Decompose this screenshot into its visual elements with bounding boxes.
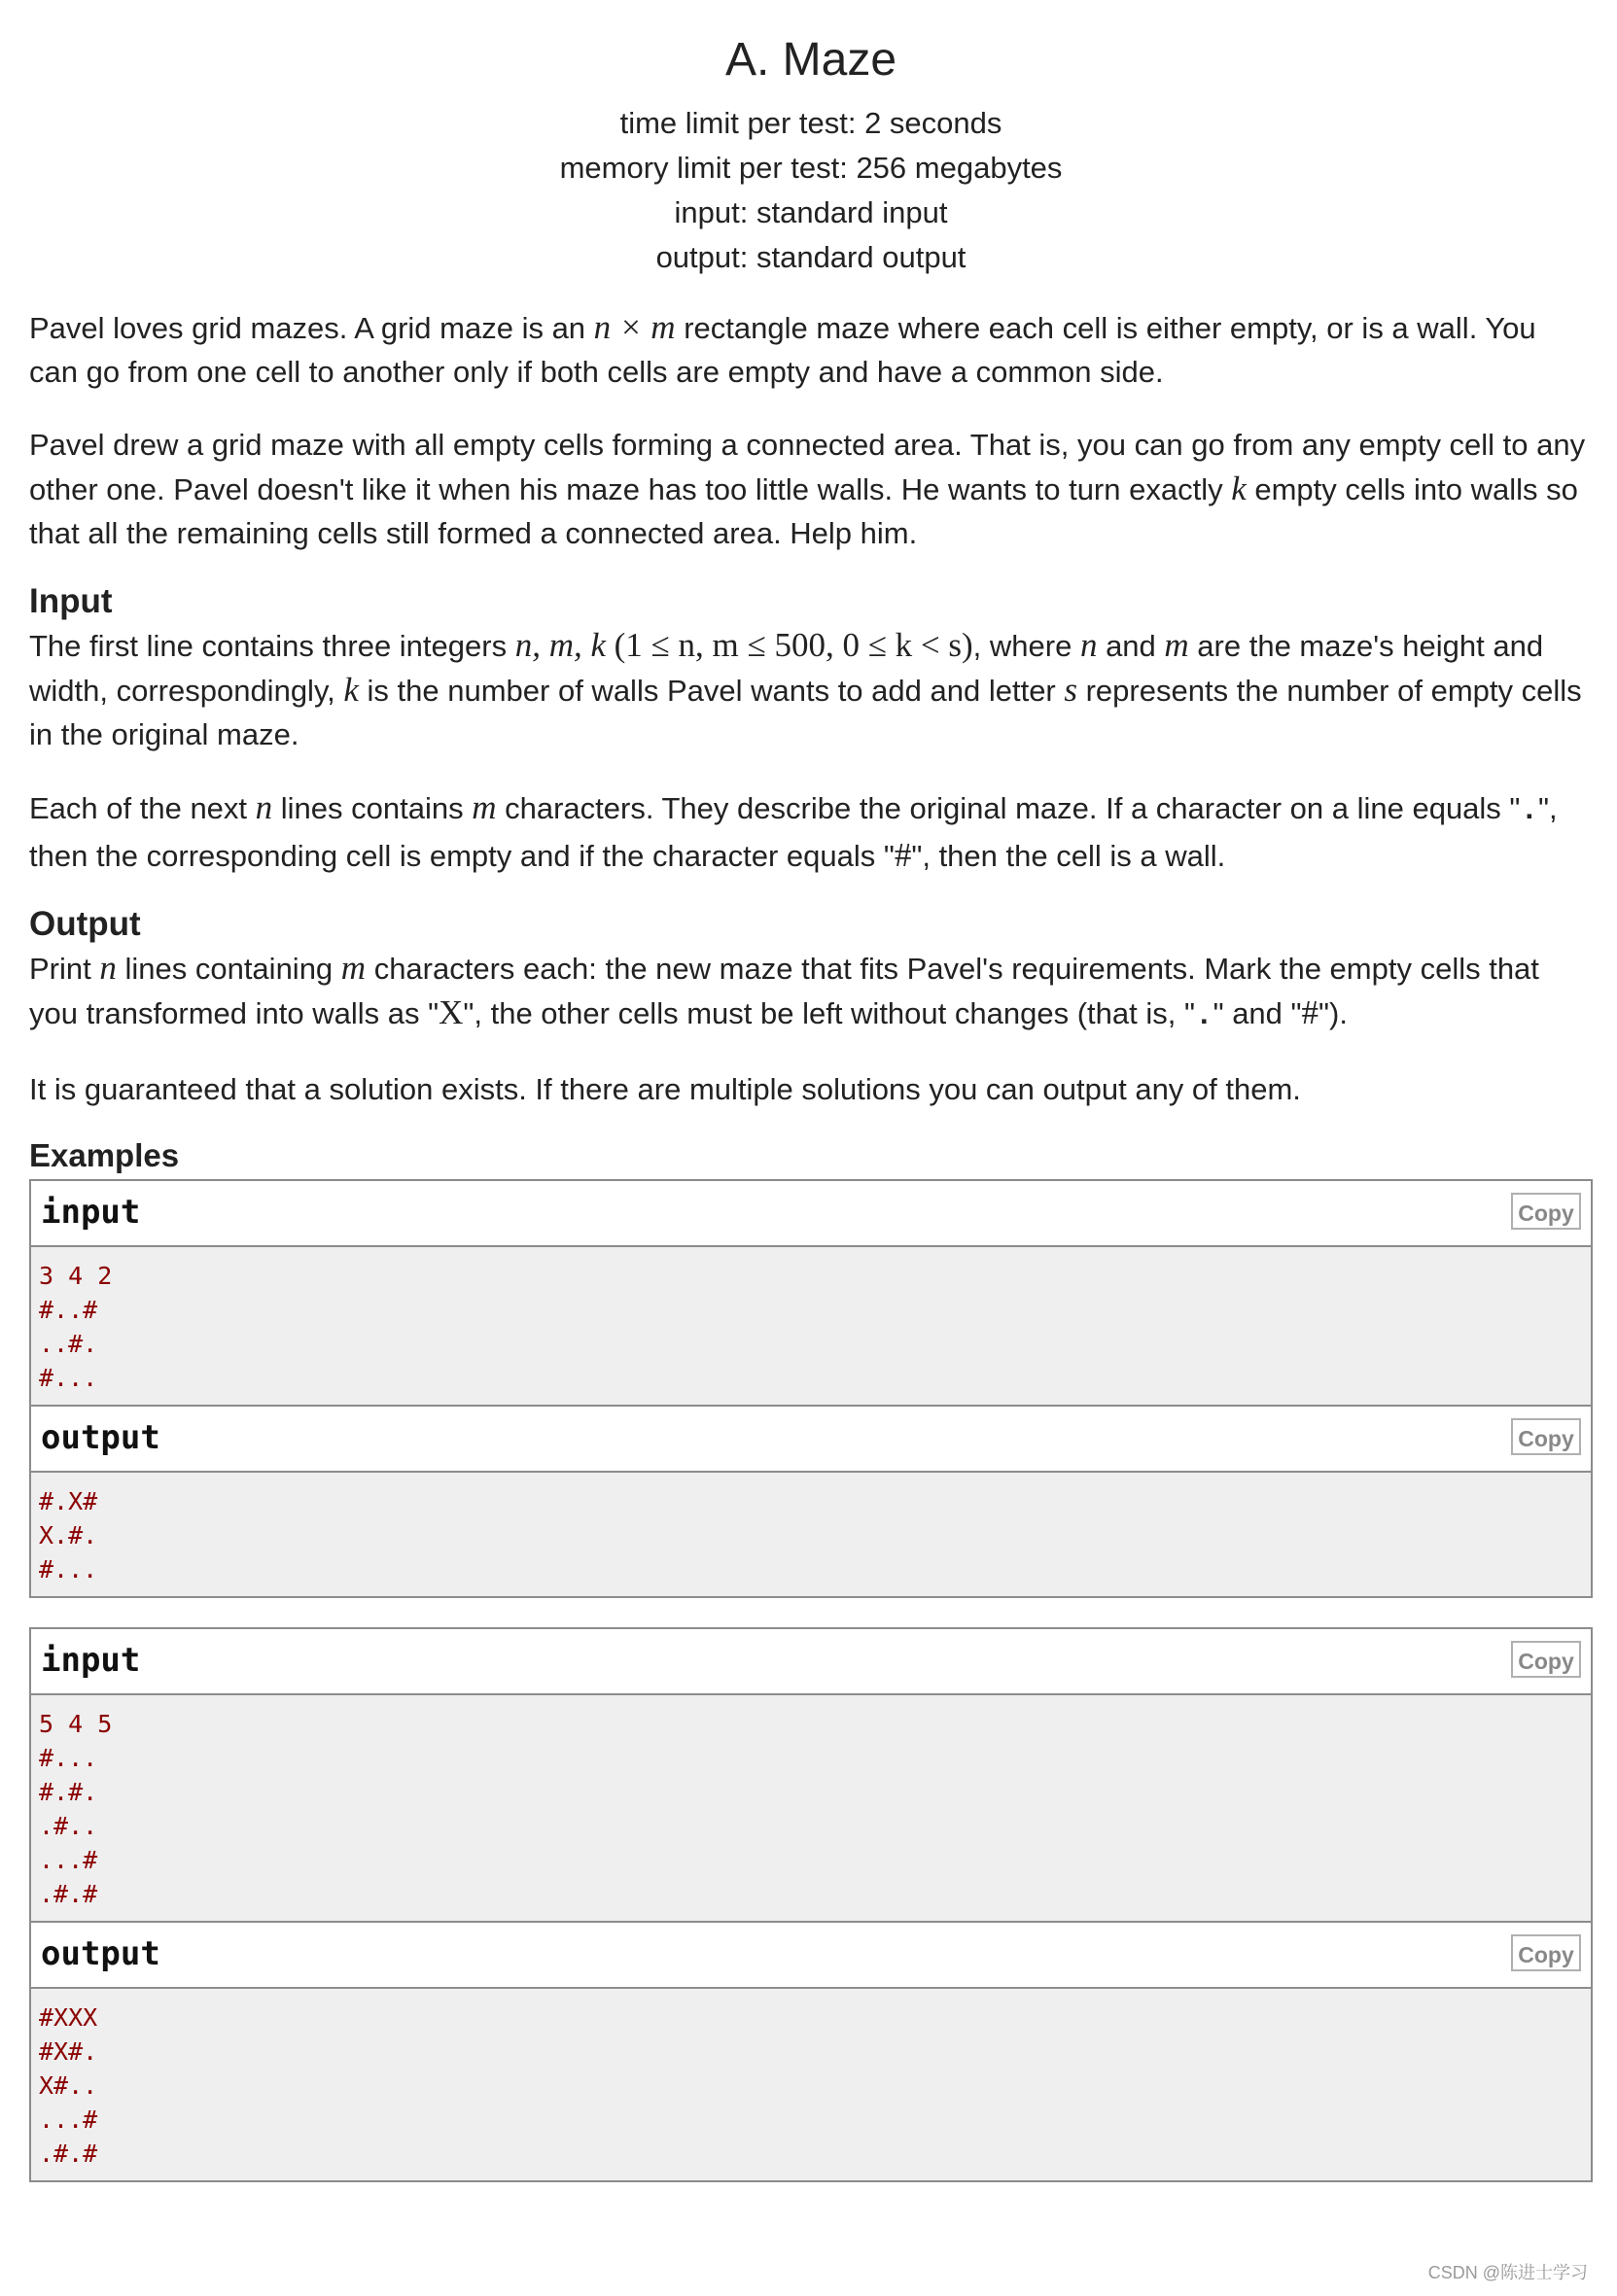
example-2-input-body	[31, 1695, 1591, 1923]
example-2	[29, 1627, 1593, 2182]
code-line: .#.#	[39, 1880, 98, 1908]
code-line: ...#	[39, 1846, 98, 1874]
example-1-output-body	[31, 1473, 1591, 1596]
output-spec: output: standard output	[655, 240, 967, 274]
input-section-title: Input	[29, 582, 113, 620]
code-line: #.X#	[39, 1487, 98, 1515]
output-label: output	[41, 1934, 160, 1973]
problem-page	[29, 0, 1593, 2182]
code-line: X#..	[39, 2071, 98, 2100]
output-section-title: Output	[29, 905, 141, 943]
example-1-input-body	[31, 1247, 1591, 1407]
problem-header	[29, 33, 1593, 280]
code-line: .#..	[39, 1812, 98, 1840]
code-line: #.#.	[39, 1778, 98, 1806]
example-2-output-header	[31, 1923, 1591, 1989]
code-line: X.#.	[39, 1521, 98, 1549]
output-paragraph-1: Print n lines containing m characters each: the new maze that fits Pavel's requirements. Mark the empty cells that you transformed into walls as "X", the other cells must be left without changes (that is, "." and "#").	[29, 949, 1539, 1033]
input-label: input	[41, 1193, 141, 1232]
math-n-times-m: n × m	[593, 308, 676, 346]
math-k: k	[1231, 470, 1247, 507]
code-line: 3 4 2	[39, 1262, 113, 1290]
statement-paragraph-1: Pavel loves grid mazes. A grid maze is an n × m rectangle maze where each cell is either empty, or is a wall. You can go from one cell to another only if both cells are empty and have a common side.	[29, 308, 1536, 389]
statement-paragraph-2: Pavel drew a grid maze with all empty cells forming a connected area. That is, you can go from any empty cell to any other one. Pavel doesn't like it when his maze has too little walls. He wants to turn exactly k empty cells into walls so that all the remaining cells still formed a connected area. Help him.	[29, 428, 1586, 550]
input-spec: input: standard input	[674, 195, 948, 229]
code-line: #...	[39, 1744, 98, 1772]
copy-button[interactable]: Copy	[1511, 1934, 1581, 1971]
code-line: #...	[39, 1555, 98, 1583]
code-line: #XXX	[39, 2003, 98, 2032]
output-label: output	[41, 1418, 160, 1457]
code-line: #...	[39, 1364, 98, 1392]
time-limit: time limit per test: 2 seconds	[619, 106, 1002, 140]
example-1	[29, 1179, 1593, 1598]
code-line: #..#	[39, 1296, 98, 1324]
code-line: #X#.	[39, 2037, 98, 2066]
code-line: 5 4 5	[39, 1710, 113, 1738]
example-2-input-header	[31, 1629, 1591, 1695]
example-1-input-header	[31, 1181, 1591, 1247]
output-paragraph-2: It is guaranteed that a solution exists. If there are multiple solutions you can output any of them.	[29, 1072, 1301, 1106]
math-constraints: (1 ≤ n, m ≤ 500, 0 ≤ k < s)	[614, 626, 973, 664]
input-paragraph-2: Each of the next n lines contains m characters. They describe the original maze. If a character on a line equals ".", then the corresponding cell is empty and if the character equals "#", then the cell is a wall.	[29, 788, 1558, 874]
copy-button[interactable]: Copy	[1511, 1193, 1581, 1230]
example-2-output-body	[31, 1989, 1591, 2180]
copy-button[interactable]: Copy	[1511, 1641, 1581, 1678]
examples-title: Examples	[29, 1137, 180, 1173]
problem-title: A. Maze	[724, 34, 897, 86]
math-n-m-k: n, m, k	[514, 626, 607, 664]
watermark: CSDN @陈进士学习	[1427, 2263, 1588, 2282]
input-label: input	[41, 1641, 141, 1680]
example-1-output-header	[31, 1407, 1591, 1473]
memory-limit: memory limit per test: 256 megabytes	[559, 151, 1063, 185]
input-paragraph-1: The first line contains three integers n, m, k (1 ≤ n, m ≤ 500, 0 ≤ k < s), where n and m are the maze's height and width, correspondingly, k is the number of walls Pavel wants to add and letter s represents the number of empty cells in the original maze.	[29, 626, 1582, 751]
copy-button[interactable]: Copy	[1511, 1418, 1581, 1455]
code-line: ...#	[39, 2105, 98, 2134]
code-line: ..#.	[39, 1330, 98, 1358]
code-line: .#.#	[39, 2139, 98, 2168]
